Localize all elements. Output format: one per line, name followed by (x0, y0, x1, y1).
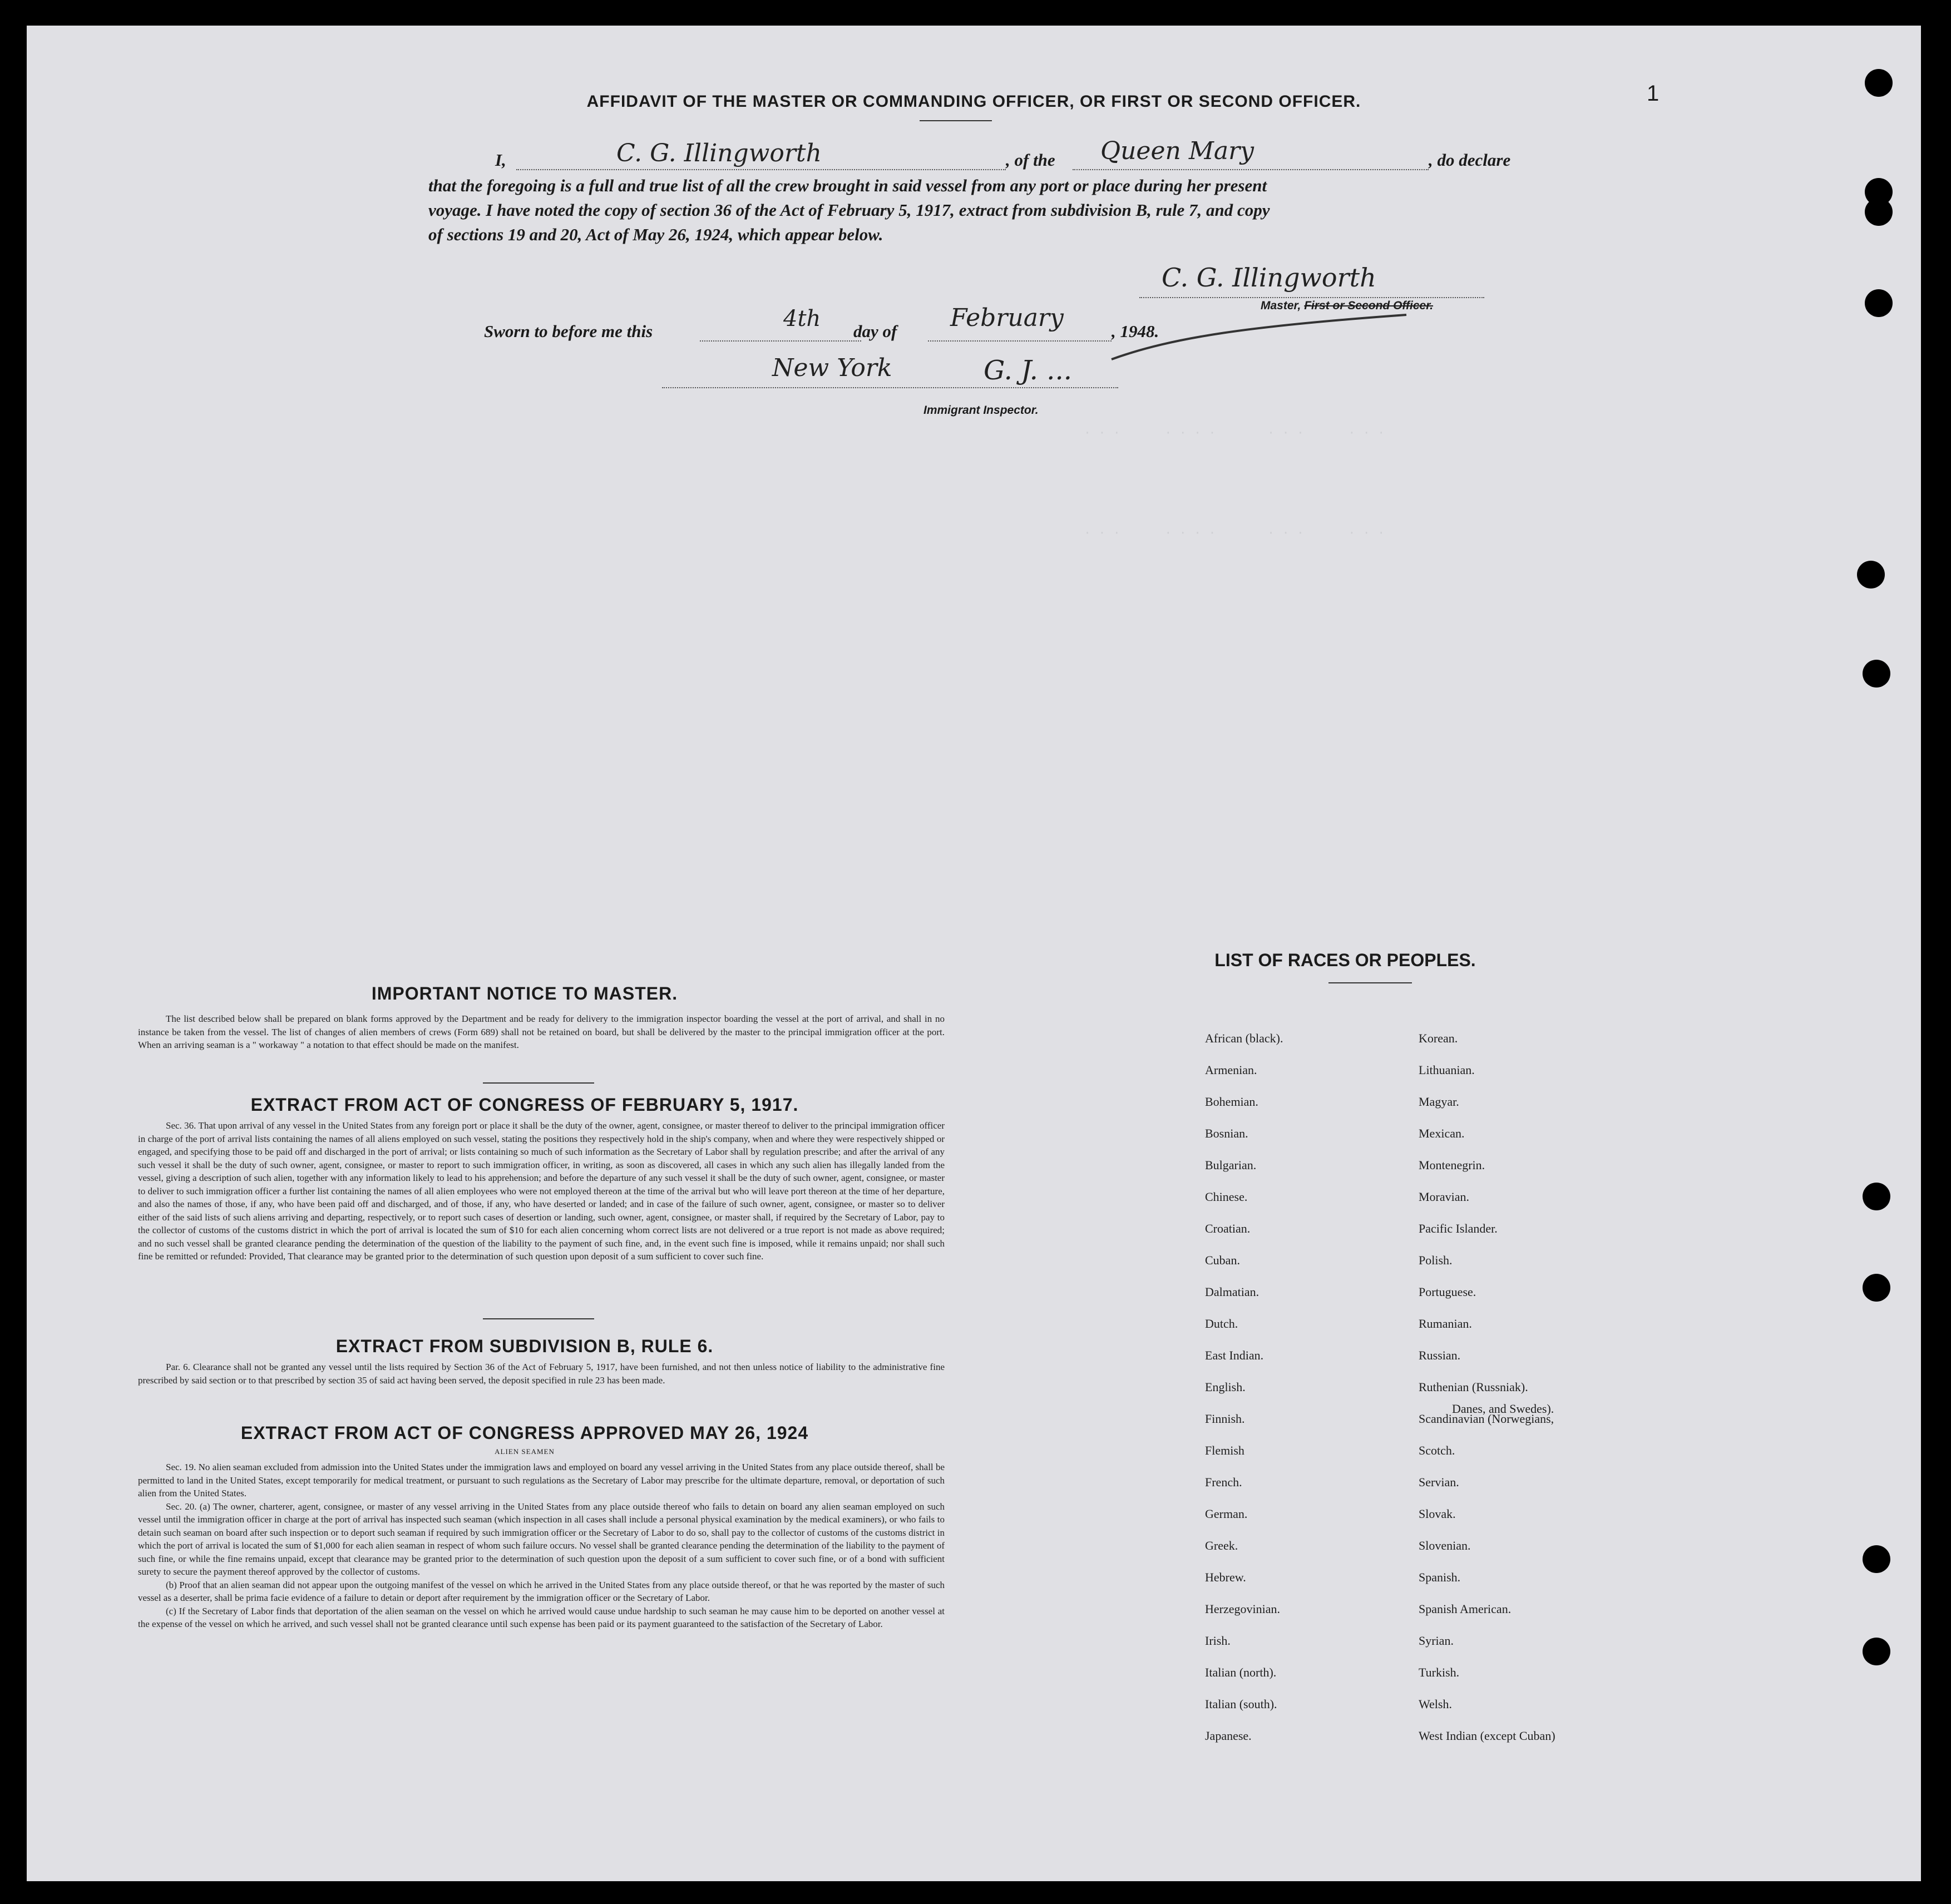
binder-hole (1865, 69, 1893, 97)
do-declare-label: , do declare (1429, 150, 1511, 170)
race-item: Servian. (1419, 1475, 1459, 1489)
race-item: Montenegrin. (1419, 1158, 1485, 1172)
master-name-line (516, 169, 1006, 170)
race-item: Bosnian. (1205, 1126, 1248, 1140)
bleed-through-texture: · · · · · · · · · · · · · (1084, 526, 1385, 540)
race-item: Slovak. (1419, 1507, 1456, 1521)
race-item: Hebrew. (1205, 1570, 1246, 1584)
of-the-label: , of the (1006, 150, 1055, 170)
race-item: Polish. (1419, 1253, 1453, 1267)
binder-hole (1863, 1274, 1890, 1302)
race-item: French. (1205, 1475, 1242, 1489)
race-item: Pacific Islander. (1419, 1221, 1498, 1235)
race-item: Greek. (1205, 1539, 1238, 1552)
title-underline (920, 120, 992, 121)
subdivision-b-body (138, 1361, 945, 1387)
race-item: Magyar. (1419, 1095, 1459, 1109)
sworn-label: Sworn to before me this (484, 322, 653, 341)
race-item: Croatian. (1205, 1221, 1251, 1235)
race-item: Spanish American. (1419, 1602, 1512, 1616)
bleed-through-texture: · · · · · · · · · · · · · (1084, 426, 1385, 440)
master-signature: C. G. Illingworth (1162, 263, 1376, 293)
notice-body (138, 1012, 945, 1052)
race-item: Portuguese. (1419, 1285, 1476, 1299)
race-item: Slovenian. (1419, 1539, 1471, 1552)
binder-hole (1865, 198, 1893, 226)
month-handwritten: February (950, 304, 1064, 332)
section-divider (483, 1082, 594, 1084)
race-item: Moravian. (1419, 1190, 1470, 1204)
first-or-second-struck: First or Second Officer. (1304, 299, 1434, 312)
extract-1917-body (138, 1119, 945, 1263)
race-item: West Indian (except Cuban) (1419, 1729, 1555, 1743)
race-item: Syrian. (1419, 1634, 1454, 1648)
margin-mark: 1 (1647, 81, 1659, 106)
year-label: , 1948. (1112, 322, 1159, 341)
sec-20a-paragraph: Sec. 20. (a) The owner, charterer, agent, consignee, or master of any vessel arriving in the United States from any place outside thereof who fails to detain on board any alien seaman employed on such vessel until the immigration officer in charge at the port of arrival has inspected such seaman (which inspection in all cases shall include a personal physical examination by the medical examiners), or who fails to detain such seaman on board after such inspection or to deport such seaman if required by such immigration officer or the Secretary of Labor to do so, shall pay to the collector of customs of the customs district in which the port of arrival is located the sum of $1,000 for each alien seaman in respect of whom such failure occurs. No vessel shall be granted clearance pending the determination of the liability to the payment of such fine, or while the fine remains unpaid, except that clearance may be granted prior to the determination of such question upon the deposit of a sum sufficient to cover such fine, or of a bond with sufficient surety to secure the payment thereof approved by the collector of customs. (138, 1501, 945, 1577)
race-item: Mexican. (1419, 1126, 1465, 1140)
day-line (700, 340, 861, 342)
race-item: Armenian. (1205, 1063, 1257, 1077)
binder-hole (1863, 1638, 1890, 1665)
race-item: Irish. (1205, 1634, 1231, 1648)
month-line (928, 340, 1112, 342)
race-item: German. (1205, 1507, 1248, 1521)
race-item: Flemish (1205, 1443, 1244, 1457)
sec-20b-paragraph: (b) Proof that an alien seaman did not appear upon the outgoing manifest of the vessel on which he arrived in the United States from any place outside thereof, or that he was reported by the master of such vessel as a deserter, shall be prima facie evidence of a failure to detain or deport after requirement by the immigration officer or the Secretary of Labor. (138, 1579, 945, 1603)
day-handwritten: 4th (783, 306, 821, 332)
race-item-continuation: Danes, and Swedes). (1452, 1402, 1554, 1416)
vessel-line (1073, 169, 1429, 170)
affidavit-title: AFFIDAVIT OF THE MASTER OR COMMANDING OFFICER, OR FIRST OR SECOND OFFICER. (586, 92, 1361, 111)
document-page (27, 26, 1921, 1881)
race-item: Herzegovinian. (1205, 1602, 1280, 1616)
affidavit-i-label: I, (495, 150, 506, 170)
sec-19-paragraph: Sec. 19. No alien seaman excluded from admission into the United States under the immigration laws and employed on board any vessel arriving in the United States from any place outside thereof, shall be permitted to land in the United States, except temporarily for medical treatment, or pursuant to such regulations as the Secretary of Labor may prescribe for the ultimate departure, removal, or deportation of such alien from the United States. (138, 1462, 945, 1499)
race-item: Russian. (1419, 1348, 1461, 1362)
binder-hole (1863, 660, 1890, 688)
race-item: Dalmatian. (1205, 1285, 1259, 1299)
race-item: Spanish. (1419, 1570, 1461, 1584)
extract-1917-paragraph: Sec. 36. That upon arrival of any vessel in the United States from any foreign port or place it shall be the duty of the owner, agent, consignee, or master thereof to deliver to the principal immigration officer in charge of the port of arrival lists containing the names of all aliens employed on such vessel, stating the positions they respectively hold in the ship's company, when and where they were respectively shipped or engaged, and specifying those to be paid off and discharged in the port of arrival; or lists containing so much of such information as the Secretary of Labor shall by regulation prescribe; and after the arrival of any such vessel it shall be the duty of such owner, agent, consignee, or master to report to such immigration officer, in writing, as soon as discovered, all cases in which any such alien has illegally landed from the vessel, giving a description of such alien, together with any information likely to lead to his apprehension; and before the departure of any such vessel it shall be the duty of such owner, agent, consignee, or master to deliver to such immigration officer a further list containing the names of all alien employees who were not employed thereon at the time of the arrival but who will leave port thereon at the time of her departure, and also the names of those, if any, who have been paid off and discharged, and of those, if any, who have deserted or landed; and in case of the failure of such owner, agent, consignee, or master so to deliver either of the said lists of such aliens arriving and departing, respectively, or to report such cases of desertion or landing, such owner, agent, consignee, or master shall, if required by the Secretary of Labor, pay to the collector of customs of the customs district in which the port of arrival is located the sum of $10 for each alien concerning whom correct lists are not delivered or a true report is not made as above required; and no such vessel shall be granted clearance pending the determination of the question of the liability to the payment of such fine, and, in the event such fine is imposed, while it remains unpaid; nor shall such fine be remitted or refunded: Provided, That clearance may be granted prior to the determination of such question upon deposit of a sum sufficient to cover such fine. (138, 1120, 945, 1262)
subdivision-b-paragraph: Par. 6. Clearance shall not be granted any vessel until the lists required by Section 36 of the Act of February 5, 1917, have been furnished, and not then unless notice of liability to the administrative fine prescribed by said section or to that prescribed by section 35 of said act having been served, the deposit specified in rule 23 has been made. (138, 1362, 945, 1386)
race-item: Bohemian. (1205, 1095, 1258, 1109)
binder-hole (1863, 1545, 1890, 1573)
race-item: Japanese. (1205, 1729, 1252, 1743)
race-item: English. (1205, 1380, 1246, 1394)
sec-20c-paragraph: (c) If the Secretary of Labor finds that deportation of the alien seaman on the vessel on which he arrived would cause undue hardship to such seaman he may cause him to be deported on another vessel at the expense of the vessel on which he arrived, and such vessel shall not be granted clearance until such expense has been paid or its payment guaranteed to the satisfaction of the Secretary of Labor. (138, 1605, 945, 1629)
race-item: Ruthenian (Russniak). (1419, 1380, 1528, 1394)
place-handwritten: New York (772, 354, 892, 382)
section-divider (483, 1318, 594, 1319)
race-item: Lithuanian. (1419, 1063, 1475, 1077)
race-item: Korean. (1419, 1031, 1458, 1045)
race-item: Scandinavian (Norwegians, (1419, 1412, 1554, 1426)
races-title: LIST OF RACES OR PEOPLES. (1214, 950, 1476, 970)
vessel-name-handwritten: Queen Mary (1100, 137, 1254, 165)
race-item: African (black). (1205, 1031, 1283, 1045)
extract-1924-body (138, 1461, 945, 1631)
binder-hole (1865, 289, 1893, 317)
affidavit-line-4: of sections 19 and 20, Act of May 26, 1924, which appear below. (428, 225, 883, 244)
signature-flourish (1106, 304, 1417, 370)
race-item: Welsh. (1419, 1697, 1452, 1711)
notice-paragraph: The list described below shall be prepared on blank forms approved by the Department and be ready for delivery to the immigration inspector boarding the vessel at the port of arrival, and shall in no instance be taken from the vessel. The list of changes of alien members of crews (Form 689) shall not be retained on board, but shall be delivered by the master to the principal immigration officer at the port. When an arriving seaman is a " workaway " a notation to that effect should be made on the manifest. (138, 1013, 945, 1050)
extract-1924-title: EXTRACT FROM ACT OF CONGRESS APPROVED MAY 26, 1924 (240, 1423, 809, 1443)
place-line (662, 387, 1118, 388)
extract-1924-subtitle: ALIEN SEAMEN (495, 1447, 555, 1456)
race-item: Cuban. (1205, 1253, 1240, 1267)
extract-1917-title: EXTRACT FROM ACT OF CONGRESS OF FEBRUARY 5, 1917. (250, 1095, 799, 1115)
subdivision-b-title: EXTRACT FROM SUBDIVISION B, RULE 6. (335, 1336, 714, 1356)
race-item: Chinese. (1205, 1190, 1248, 1204)
race-item: Rumanian. (1419, 1317, 1472, 1331)
races-title-underline (1328, 982, 1412, 983)
race-item: Dutch. (1205, 1317, 1238, 1331)
binder-hole (1863, 1183, 1890, 1210)
affidavit-line-2: that the foregoing is a full and true list of all the crew brought in said vessel from any port or place during her present (428, 176, 1267, 195)
race-item: Finnish. (1205, 1412, 1245, 1426)
binder-hole (1857, 561, 1885, 588)
affidavit-line-3: voyage. I have noted the copy of section 36 of the Act of February 5, 1917, extract from subdivision B, rule 7, and copy (428, 200, 1270, 220)
signature-line (1139, 297, 1484, 298)
master-name-handwritten: C. G. Illingworth (616, 139, 822, 167)
day-of-label: day of (853, 322, 897, 341)
race-item: Scotch. (1419, 1443, 1455, 1457)
race-item: Bulgarian. (1205, 1158, 1257, 1172)
race-item: Italian (north). (1205, 1665, 1277, 1679)
inspector-signature: G. J. ... (984, 355, 1072, 386)
notice-title: IMPORTANT NOTICE TO MASTER. (371, 983, 678, 1003)
race-item: Turkish. (1419, 1665, 1460, 1679)
master-caption-label: Master, (1261, 299, 1301, 312)
race-item: East Indian. (1205, 1348, 1264, 1362)
race-item: Italian (south). (1205, 1697, 1277, 1711)
inspector-caption: Immigrant Inspector. (923, 404, 1039, 417)
